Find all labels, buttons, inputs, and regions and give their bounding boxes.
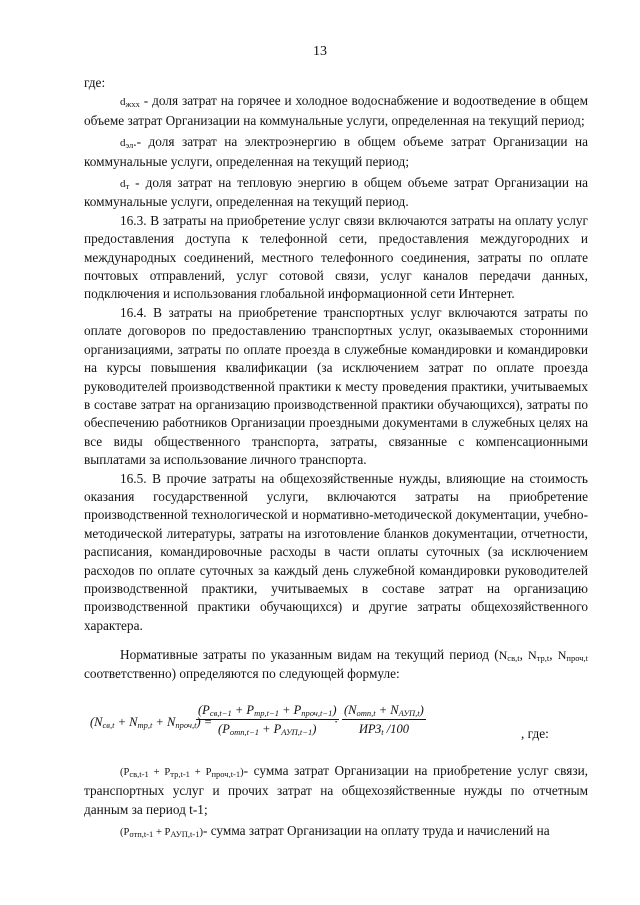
formula-sub: св,t	[102, 720, 115, 730]
formula-sub: отп,t-1	[129, 829, 154, 840]
definition-separator: .-	[133, 134, 149, 150]
formula-sub: АУП,t−1	[281, 727, 313, 738]
gde-label: где:	[84, 75, 106, 90]
definition-subscript: эл	[125, 140, 134, 151]
definition-electricity	[84, 133, 588, 171]
explanation-text: - сумма затрат Организации на приобретение услуг связи, транспортных услуг и прочих затрат на общехозяйственные нужды по отчетным данным за период t-1;	[84, 763, 589, 817]
formula-text: ) =	[196, 715, 213, 729]
formula-multiply-dot: ·	[334, 715, 339, 729]
formula-sub: t	[381, 727, 384, 738]
formula-sub: проч,t	[175, 720, 197, 730]
symbol-n-transport-sub: тр,t	[536, 653, 550, 664]
paragraph-16-5: 16.5. В прочие затраты на общехозяйственные нужды, влияющие на стоимость оказания государственной услуги, включаются затраты на приобретение производственной технологической и нормативно-методической документации, учебно-методической литературы, затраты на изготовление бланков документации, отчетности, расписания, командировочные расходы в части оплаты суточных (за исключением расходов по оплате суточных за каждый день служебной командировки руководителей производственной практики, учитываемых в составе затрат на организацию производственной практики обучающихся) и другие затраты общехозяйственного характера.	[84, 470, 588, 633]
formula-text: )	[240, 767, 244, 778]
formula-text: (P	[120, 767, 130, 778]
formula-text: + P	[231, 703, 255, 717]
definition-symbol: d	[120, 178, 126, 191]
definition-text: доля затрат на тепловую энергию в общем объеме затрат Организации на коммунальные услуги, определенная на текущий период.	[84, 175, 588, 210]
formula-fraction-2	[342, 701, 426, 739]
explanation-symbol	[120, 827, 203, 838]
formula-sub: АУП,t	[398, 708, 420, 718]
formula-text: )	[419, 703, 424, 717]
formula-text: + P	[189, 767, 212, 778]
symbol-n-other-sub: проч,t	[566, 653, 588, 664]
formula-sub: отп,t−1	[229, 727, 259, 738]
fraction-1-denominator	[196, 719, 339, 738]
explanation-payroll	[84, 822, 588, 842]
formula-sub: тр,t-1	[170, 769, 190, 779]
symbol-n-comm-sub: св,t	[507, 653, 520, 664]
formula-text: (P	[218, 722, 230, 737]
explanation-text: - сумма затрат Организации на оплату труда и начислений на	[202, 823, 550, 839]
cost-formula	[84, 695, 588, 751]
formula-sub: АУП,t-1	[170, 829, 200, 840]
definition-separator: -	[139, 93, 153, 109]
definition-subscript: жхх	[125, 99, 140, 110]
formula-text: (N	[344, 703, 357, 717]
formula-text: )	[312, 722, 317, 737]
definition-separator: -	[129, 175, 146, 191]
normative-tail: соответственно) определяются по следующей формуле:	[84, 665, 400, 681]
symbol-n-other: N	[557, 648, 567, 663]
formula-gde: , где:	[521, 726, 549, 741]
formula-text: (P	[120, 827, 130, 839]
formula-text: )	[332, 703, 337, 717]
symbol-n-transport: N	[528, 648, 537, 663]
formula-text: + P	[148, 767, 171, 778]
symbol-n-comm: N	[498, 648, 508, 663]
definition-text: доля затрат на электроэнергию в общем объеме затрат Организации на коммунальные услуги, определенная на текущий период;	[84, 134, 589, 169]
formula-text: /100	[383, 722, 409, 737]
comma: ,	[519, 647, 529, 663]
definition-symbol: d	[120, 96, 126, 109]
formula-fraction-1	[196, 701, 339, 739]
definition-symbol: d	[120, 137, 126, 150]
definition-subscript: т	[125, 181, 130, 192]
comma: ,	[549, 647, 558, 663]
formula-text: + P	[258, 722, 282, 737]
formula-text: )	[199, 827, 203, 839]
document-body	[84, 74, 588, 843]
fraction-2-numerator	[342, 701, 426, 719]
explanation-comm-transport-other	[84, 762, 588, 819]
formula-text: + P	[278, 703, 302, 717]
formula-text: + P	[153, 827, 171, 839]
fraction-2-denominator	[342, 719, 426, 738]
formula-text: + N	[152, 715, 176, 729]
formula-text: (N	[90, 715, 103, 729]
fraction-1-numerator	[196, 701, 339, 719]
formula-sub: проч,t−1	[301, 708, 333, 718]
page-number: 13	[313, 44, 327, 59]
formula-text: + N	[375, 703, 399, 717]
normative-costs-paragraph	[84, 646, 588, 683]
formula-sub: св,t-1	[129, 769, 149, 779]
normative-lead: Нормативные затраты по указанным видам на текущий период (	[120, 647, 499, 663]
formula-text: + N	[114, 715, 138, 729]
formula-left-side	[90, 713, 212, 731]
paragraph-16-4: 16.4. В затраты на приобретение транспортных услуг включаются затраты по оплате договоров по предоставлению транспортных услуг, оказываемых сторонними организациями, затраты по оплате проезда в служебные командировки и командировки на курсы повышения квалификации (за исключением затрат по оплате проезда руководителей производственной практики к месту проведения практики, учитываемых в составе затрат на организацию производственной практики обучающихся), затраты по обеспечению работников Организации проездными документами в служебных целях на все виды общественного транспорта, затраты, связанные с компенсационными выплатами за использование личного транспорта.	[84, 304, 588, 468]
definition-text: доля затрат на горячее и холодное водоснабжение и водоотведение в общем объеме затрат Организации на коммунальные услуги, определенная на текущий период;	[84, 93, 588, 128]
formula-text: ИРЗ	[358, 722, 382, 737]
paragraph-16-3: 16.3. В затраты на приобретение услуг связи включаются затраты на оплату услуг предоставления доступа к телефонной сети, предоставления междугородних и международных соединений, местного телефонного соединения, затраты по оплате почтовых отправлений, услуг сотовой связи, услуг каналов передачи данных, подключения и использования глобальной информационной сети Интернет.	[84, 212, 588, 302]
explanation-symbol	[120, 767, 244, 778]
formula-sub: св,t−1	[209, 708, 232, 718]
definition-heat	[84, 174, 588, 212]
formula-sub: проч,t-1	[211, 769, 241, 779]
definition-hot-cold-water	[84, 92, 588, 130]
formula-sub: отп,t	[356, 708, 376, 718]
formula-sub: тр,t−1	[254, 708, 279, 718]
formula-sub: тр,t	[137, 720, 153, 730]
formula-text: (P	[198, 703, 210, 717]
